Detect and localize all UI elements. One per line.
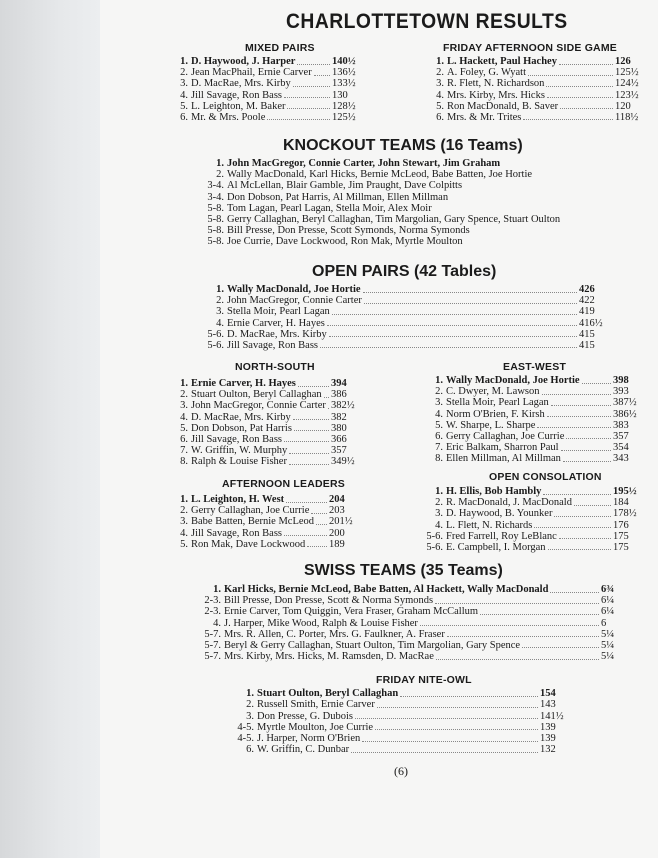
result-names: Stella Moir, Pearl Lagan (446, 397, 549, 409)
result-score: 136½ (332, 67, 356, 79)
result-rank: 5. (180, 422, 188, 434)
dot-leader (320, 347, 577, 348)
result-rank: 7. (180, 445, 188, 457)
result-score: 382 (331, 411, 347, 423)
dot-leader (547, 416, 611, 417)
dot-leader (528, 75, 613, 76)
dot-leader (400, 696, 538, 697)
result-names: Gerry Callaghan, Joe Currie (446, 430, 565, 442)
knockout-heading: KNOCKOUT TEAMS (16 Teams) (283, 137, 523, 154)
result-score: 189 (329, 538, 345, 550)
result-score: 416½ (579, 317, 603, 329)
result-names: Babe Batten, Bernie McLeod (191, 516, 315, 528)
result-names: Ernie Carver, H. Hayes (191, 378, 296, 389)
dot-leader (289, 464, 329, 465)
result-score: 357 (331, 445, 347, 457)
result-rank: 1. (435, 375, 443, 386)
result-rank: 3. (216, 306, 224, 318)
result-names: D. MacRae, Mrs. Kirby (227, 328, 327, 340)
result-names: Karl Hicks, Bernie McLeod, Babe Batten, Al Hackett, Wally MacDonald (224, 584, 549, 595)
result-names: Ernie Carver, H. Hayes (227, 317, 325, 329)
dot-leader (566, 438, 611, 439)
result-rank: 5-8. (207, 225, 224, 237)
dot-leader (560, 108, 613, 109)
result-names: Don Dobson, Pat Harris (191, 422, 292, 434)
result-names: Don Presse, G. Dubois (257, 710, 353, 722)
result-names: Al McLellan, Blair Gamble, Jim Praught, Dave Colpitts (227, 180, 463, 192)
dot-leader (287, 108, 330, 109)
result-score: 387½ (613, 397, 637, 409)
result-rank: 6. (436, 111, 444, 123)
result-score: 175 (613, 541, 629, 553)
result-rank: 2. (180, 505, 188, 517)
result-names: Don Dobson, Pat Harris, Al Millman, Ellen Millman (227, 191, 449, 203)
side-game-heading: FRIDAY AFTERNOON SIDE GAME (443, 42, 617, 54)
result-score: 133½ (332, 78, 356, 90)
mixed-pairs-heading: MIXED PAIRS (245, 42, 315, 54)
result-names: Eric Balkam, Sharron Paul (446, 442, 559, 454)
result-score: 6¾ (601, 584, 615, 595)
result-score: 398 (613, 375, 629, 386)
result-names: W. Griffin, W. Murphy (191, 445, 288, 457)
result-score: 6 (601, 617, 607, 629)
result-rank: 5-8. (207, 213, 224, 225)
result-rank: 6. (180, 433, 188, 445)
result-score: 123½ (615, 89, 639, 101)
result-rank: 5-6. (426, 530, 443, 542)
result-score: 6¼ (601, 606, 615, 618)
result-rank: 8. (435, 453, 443, 465)
result-rank: 6. (180, 111, 188, 123)
result-rank: 2-3. (204, 606, 221, 618)
result-names: D. Haywood, J. Harper (191, 56, 296, 67)
result-names: Myrtle Moulton, Joe Currie (257, 721, 374, 733)
dot-leader (551, 405, 611, 406)
result-rank: 4. (436, 89, 444, 101)
dot-leader (480, 614, 599, 615)
result-score: 120 (615, 100, 631, 112)
result-rank: 3. (246, 710, 254, 722)
result-rank: 5-8. (207, 236, 224, 248)
result-score: 139 (540, 721, 556, 733)
result-rank: 4. (435, 408, 443, 420)
dot-leader (284, 535, 327, 536)
dot-leader (563, 461, 611, 462)
result-score: 125½ (332, 111, 356, 123)
result-score: 140½ (332, 56, 356, 67)
result-rank: 1. (435, 486, 443, 497)
result-names: R. Flett, N. Richardson (447, 78, 545, 90)
dot-leader (436, 659, 599, 660)
result-score: 195½ (613, 486, 637, 497)
dot-leader (537, 427, 611, 428)
result-names: Mrs. & Mr. Trites (447, 111, 522, 123)
result-score: 5¼ (601, 651, 615, 663)
result-names: W. Griffin, C. Dunbar (257, 744, 350, 756)
result-names: Bill Presse, Don Presse, Scott & Norma Symonds (224, 595, 434, 607)
dot-leader (542, 394, 612, 395)
result-score: 5¼ (601, 628, 615, 640)
result-names: Ellen Millman, Al Millman (446, 453, 561, 465)
result-names: A. Foley, G. Wyatt (447, 67, 526, 79)
afternoon-leaders-heading: AFTERNOON LEADERS (222, 478, 345, 490)
result-names: D. MacRae, Mrs. Kirby (191, 411, 291, 423)
result-rank: 2. (180, 67, 188, 79)
result-score: 386½ (613, 408, 637, 420)
result-rank: 5-7. (204, 628, 221, 640)
result-rank: 5. (180, 100, 188, 112)
dot-leader (546, 86, 613, 87)
result-score: 422 (579, 295, 595, 307)
dot-leader (298, 386, 329, 387)
dot-leader (447, 636, 599, 637)
result-rank: 1. (213, 584, 221, 595)
result-score: 383 (613, 419, 629, 431)
dot-leader (289, 453, 329, 454)
result-score: 349½ (331, 456, 355, 468)
result-rank: 3. (180, 78, 188, 90)
result-rank: 5-7. (204, 651, 221, 663)
result-score: 184 (613, 497, 629, 509)
result-score: 426 (579, 284, 595, 295)
dot-leader (561, 450, 611, 451)
result-rank: 4-5. (237, 721, 254, 733)
result-score: 6¼ (601, 595, 615, 607)
result-rank: 2. (435, 497, 443, 509)
result-names: J. Harper, Mike Wood, Ralph & Louise Fisher (224, 617, 418, 629)
result-rank: 4. (180, 89, 188, 101)
open-pairs-heading: OPEN PAIRS (42 Tables) (312, 263, 497, 280)
dot-leader (559, 538, 611, 539)
result-rank: 2. (436, 67, 444, 79)
result-score: 394 (331, 378, 347, 389)
result-rank: 8. (180, 456, 188, 468)
result-score: 203 (329, 505, 345, 517)
result-names: Ernie Carver, Tom Quiggin, Vera Fraser, Graham McCallum (224, 606, 479, 618)
dot-leader (324, 397, 329, 398)
result-rank: 2. (435, 386, 443, 398)
dot-leader (420, 625, 599, 626)
result-names: Mrs. Kirby, Mrs. Hicks (447, 89, 545, 101)
result-names: J. Harper, Norm O'Brien (257, 733, 361, 745)
page-title: CHARLOTTETOWN RESULTS (286, 10, 568, 33)
result-rank: 1. (180, 56, 188, 67)
result-score: 386 (331, 389, 347, 401)
result-names: Stuart Oulton, Beryl Callaghan (191, 389, 322, 401)
dot-leader (314, 75, 330, 76)
result-names: L. Leighton, M. Baker (191, 100, 286, 112)
result-names: Jill Savage, Ron Bass (227, 339, 318, 351)
result-names: R. MacDonald, J. MacDonald (446, 497, 572, 509)
result-names: Joe Currie, Dave Lockwood, Ron Mak, Myrtle Moulton (227, 236, 463, 248)
result-score: 201½ (329, 516, 353, 528)
dot-leader (327, 325, 577, 326)
result-score: 343 (613, 453, 629, 465)
result-rank: 5. (435, 419, 443, 431)
nite-owl-heading: FRIDAY NITE-OWL (376, 674, 472, 686)
result-score: 124½ (615, 78, 639, 90)
dot-leader (293, 86, 330, 87)
dot-leader (375, 729, 538, 730)
dot-leader (363, 292, 577, 293)
result-names: Ron Mak, Dave Lockwood (191, 538, 306, 550)
open-consolation-heading: OPEN CONSOLATION (489, 471, 602, 483)
result-names: Tom Lagan, Pearl Lagan, Stella Moir, Alex Moir (227, 202, 432, 214)
result-rank: 1. (216, 158, 224, 169)
dot-leader (329, 336, 577, 337)
result-names: Russell Smith, Ernie Carver (257, 699, 375, 711)
dot-leader (311, 513, 327, 514)
result-score: 200 (329, 527, 345, 539)
result-score: 380 (331, 422, 347, 434)
result-rank: 1. (246, 688, 254, 699)
dot-leader (332, 314, 577, 315)
result-score: 415 (579, 339, 595, 351)
page-number: (6) (394, 764, 408, 778)
dot-leader (554, 516, 611, 517)
result-score: 366 (331, 433, 347, 445)
dot-leader (377, 707, 538, 708)
result-rank: 1. (180, 494, 188, 505)
result-rank: 5. (436, 100, 444, 112)
result-score: 118½ (615, 111, 639, 123)
result-score: 126 (615, 56, 631, 67)
result-score: 128½ (332, 100, 356, 112)
result-score: 143 (540, 699, 556, 711)
result-names: John MacGregor, Connie Carter (227, 295, 362, 307)
dot-leader (284, 97, 330, 98)
result-rank: 4. (435, 519, 443, 531)
result-rank: 4. (213, 617, 221, 629)
result-names: Jill Savage, Ron Bass (191, 527, 282, 539)
dot-leader (328, 408, 329, 409)
result-rank: 3-4. (207, 180, 224, 192)
dot-leader (297, 64, 330, 65)
result-rank: 3. (436, 78, 444, 90)
result-score: 5¼ (601, 639, 615, 651)
dot-leader (543, 494, 611, 495)
result-names: C. Dwyer, M. Lawson (446, 386, 540, 398)
result-rank: 4. (216, 317, 224, 329)
result-score: 154 (540, 688, 556, 699)
result-names: Mrs. Kirby, Mrs. Hicks, M. Ramsden, D. MacRae (224, 651, 434, 663)
dot-leader (534, 527, 611, 528)
result-names: Stuart Oulton, Beryl Callaghan (257, 688, 399, 699)
result-names: L. Leighton, H. West (191, 494, 285, 505)
result-names: D. Haywood, B. Younker (446, 508, 553, 520)
result-names: Ralph & Louise Fisher (191, 456, 287, 468)
result-names: John MacGregor, Connie Carter, John Stewart, Jim Graham (227, 158, 501, 169)
dot-leader (547, 97, 613, 98)
result-names: Jean MacPhail, Ernie Carver (191, 67, 312, 79)
dot-leader (316, 524, 327, 525)
result-names: Mr. & Mrs. Poole (191, 111, 266, 123)
result-rank: 3. (180, 400, 188, 412)
dot-leader (267, 119, 330, 120)
result-rank: 5-6. (207, 328, 224, 340)
result-score: 132 (540, 744, 556, 756)
binding-edge (0, 0, 100, 858)
dot-leader (522, 647, 599, 648)
result-names: Wally MacDonald, Joe Hortie (227, 284, 361, 295)
result-names: Stella Moir, Pearl Lagan (227, 306, 330, 318)
result-rank: 4. (180, 411, 188, 423)
result-names: E. Campbell, I. Morgan (446, 541, 546, 553)
dot-leader (307, 546, 327, 547)
result-score: 125½ (615, 67, 639, 79)
result-rank: 5-6. (207, 339, 224, 351)
result-names: L. Hackett, Paul Hachey (447, 56, 557, 67)
result-score: 141½ (540, 710, 564, 722)
result-names: Beryl & Gerry Callaghan, Stuart Oulton, Tim Margolian, Gary Spence (224, 639, 521, 651)
result-names: Gerry Callaghan, Beryl Callaghan, Tim Margolian, Gary Spence, Stuart Oulton (227, 213, 561, 225)
result-score: 139 (540, 733, 556, 745)
result-score: 178½ (613, 508, 637, 520)
result-names: Norm O'Brien, F. Kirsh (446, 408, 545, 420)
dot-leader (559, 64, 613, 65)
result-names: Gerry Callaghan, Joe Currie (191, 505, 310, 517)
result-rank: 2. (216, 169, 224, 181)
result-names: L. Flett, N. Richards (446, 519, 533, 531)
result-rank: 2. (180, 389, 188, 401)
result-names: Fred Farrell, Roy LeBlanc (446, 530, 557, 542)
dot-leader (523, 119, 613, 120)
result-rank: 7. (435, 442, 443, 454)
result-score: 393 (613, 386, 629, 398)
dot-leader (364, 303, 577, 304)
result-names: Mrs. R. Allen, C. Porter, Mrs. G. Faulkner, A. Fraser (224, 628, 445, 640)
result-rank: 3-4. (207, 191, 224, 203)
result-rank: 6. (246, 744, 254, 756)
dot-leader (294, 430, 329, 431)
result-names: Wally MacDonald, Karl Hicks, Bernie McLeod, Babe Batten, Joe Hortie (227, 169, 533, 181)
result-rank: 5. (180, 538, 188, 550)
dot-leader (286, 502, 327, 503)
result-names: Bill Presse, Don Presse, Scott Symonds, Norma Symonds (227, 225, 470, 237)
dot-leader (293, 419, 329, 420)
result-names: John MacGregor, Connie Carter (191, 400, 326, 412)
result-rank: 3. (180, 516, 188, 528)
result-rank: 5-6. (426, 541, 443, 553)
result-names: Jill Savage, Ron Bass (191, 89, 282, 101)
dot-leader (548, 549, 611, 550)
dot-leader (582, 383, 611, 384)
result-score: 357 (613, 430, 629, 442)
result-rank: 5-8. (207, 202, 224, 214)
result-score: 176 (613, 519, 629, 531)
result-score: 354 (613, 442, 629, 454)
result-rank: 5-7. (204, 639, 221, 651)
dot-leader (550, 592, 599, 593)
result-names: W. Sharpe, L. Sharpe (446, 419, 536, 431)
north-south-heading: NORTH-SOUTH (235, 361, 315, 373)
result-rank: 3. (435, 508, 443, 520)
result-rank: 1. (216, 284, 224, 295)
dot-leader (284, 441, 329, 442)
result-names: Jill Savage, Ron Bass (191, 433, 282, 445)
result-score: 382½ (331, 400, 355, 412)
result-rank: 1. (180, 378, 188, 389)
result-rank: 3. (435, 397, 443, 409)
result-names: H. Ellis, Bob Hambly (446, 486, 542, 497)
result-rank: 4. (180, 527, 188, 539)
dot-leader (435, 603, 599, 604)
dot-leader (351, 752, 538, 753)
result-names: Wally MacDonald, Joe Hortie (446, 375, 580, 386)
dot-leader (355, 718, 538, 719)
dot-leader (362, 741, 538, 742)
result-score: 175 (613, 530, 629, 542)
result-names: D. MacRae, Mrs. Kirby (191, 78, 291, 90)
result-names: Ron MacDonald, B. Saver (447, 100, 559, 112)
east-west-heading: EAST-WEST (503, 361, 567, 373)
dot-leader (574, 505, 611, 506)
result-score: 130 (332, 89, 348, 101)
result-rank: 6. (435, 430, 443, 442)
result-rank: 2. (216, 295, 224, 307)
swiss-heading: SWISS TEAMS (35 Teams) (304, 562, 503, 579)
result-rank: 2. (246, 699, 254, 711)
result-score: 204 (329, 494, 345, 505)
result-rank: 2-3. (204, 595, 221, 607)
result-score: 419 (579, 306, 595, 318)
result-rank: 4-5. (237, 733, 254, 745)
result-rank: 1. (436, 56, 444, 67)
result-score: 415 (579, 328, 595, 340)
